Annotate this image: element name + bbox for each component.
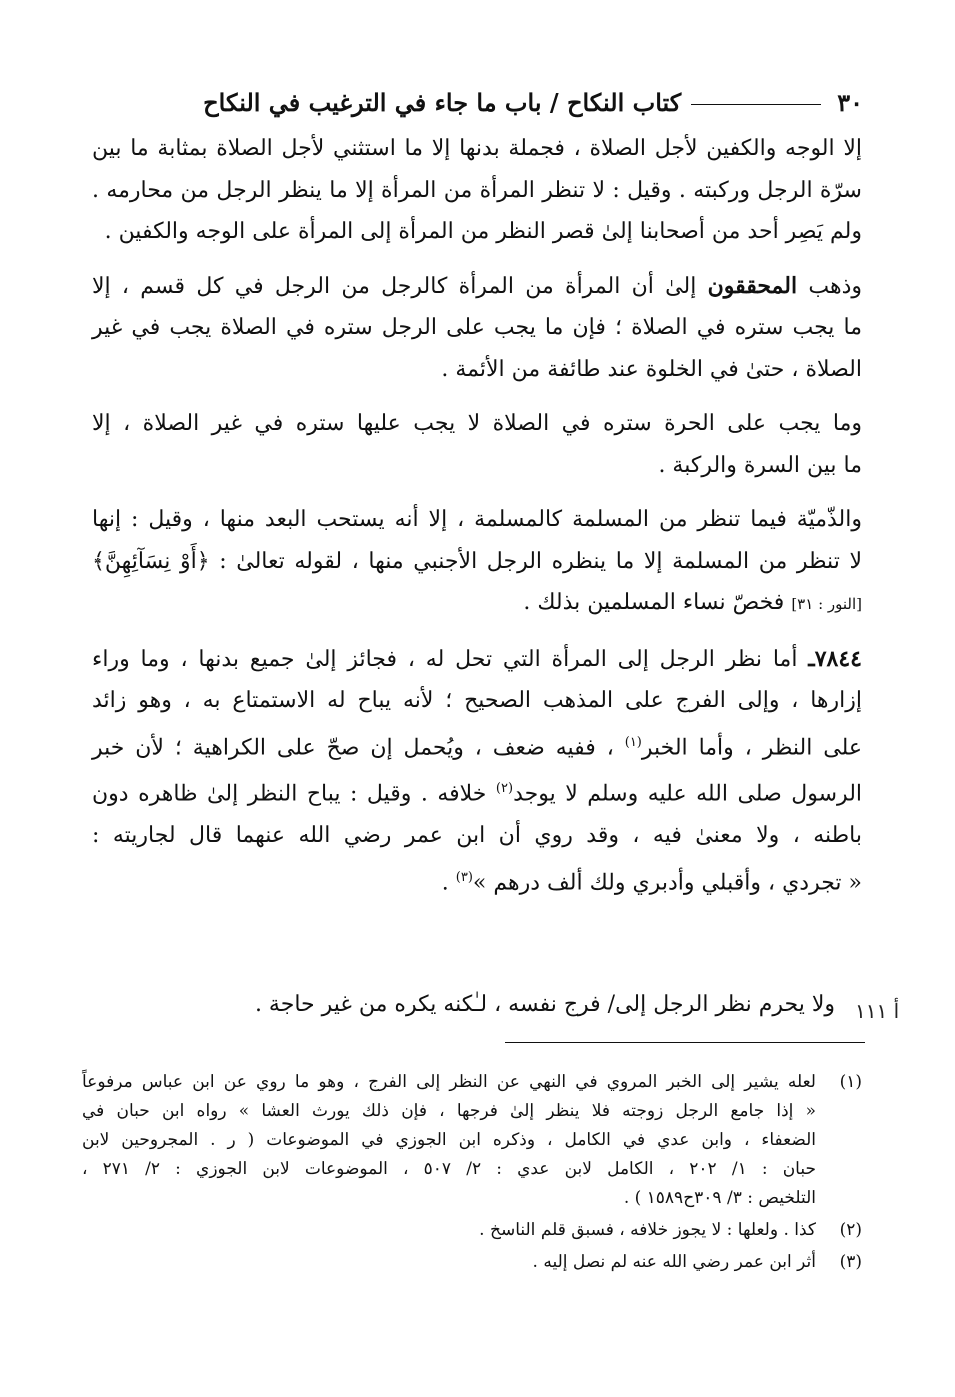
footnote-3 [82,1248,862,1277]
issue-number: ٧٨٤٤ـ [808,645,862,672]
text-line [92,768,862,815]
text-line: وما يجب على الحرة ستره في الصلاة لا يجب عليها ستره في غير الصلاة ، إلا [92,411,862,436]
footnote-number: (١) [839,1072,862,1092]
paragraph-2 [92,266,862,391]
footnote-separator [505,1042,865,1043]
text-line: ما يجب ستره في الصلاة ؛ فإن ما يجب على الرجل ستره في الصلاة يجب في غير [92,315,862,340]
paragraph-4 [92,499,862,626]
text-line: الصلاة ، حتىٰ في الخلوة عند طائفة من الأئمة . [441,356,862,382]
text-line: والذّميّة فيما تنظر من المسلمة كالمسلمة ، إلا أنه يستحب البعد منها ، وقيل : إنها [92,507,862,532]
text-line: إزارها ، وإلى الفرج على المذهب الصحيح ؛ لأنه يباح له الاستمتاع به ، وهو زائد [92,688,862,713]
text-line: ولا يحرم نظر الرجل إلى/ فرج نفسه ، لـٰكنه يكره من غير حاجة . [254,992,835,1017]
running-header [92,84,863,120]
footnote-number: (٢) [839,1220,862,1240]
footnote-marker[interactable]: (٣) [455,869,473,885]
text-span: إلىٰ أن المرأة من المرأة كالرجل من الرجل في كل قسم ، إلا [92,273,697,299]
text-span: الرسول صلى الله عليه وسلم لا يوجد [513,781,863,807]
footnote-line: التلخيص : ٣/ ٣٠٩ح١٥٨٩ ) . [623,1188,816,1208]
footnote-line: حبان : ١/ ٢٠٢ ، الكامل لابن عدي : ٢/ ٥٠٧ ، الموضوعات لابن الجوزي : ٢/ ٢٧١ ، [82,1159,816,1179]
footnote-marker[interactable]: (١) [624,734,642,750]
manuscript-folio-ref: أ ١١١ [855,999,900,1023]
text-line [92,582,862,626]
text-line: سرّة الرجل وركبته . وقيل : لا تنظر المرأة من المرأة إلا ما ينظر الرجل من محارمه . [92,177,862,203]
text-span: أما نظر الرجل إلى المرأة التي تحل له ، فجائز إلىٰ جميع بدنها ، وما وراء [92,646,798,672]
header-dash [691,104,821,105]
running-title: كتاب النكاح / باب ما جاء في الترغيب في النكاح [203,87,682,117]
footnote-2 [82,1216,862,1245]
text-line [92,266,862,308]
text-line [92,857,862,904]
footnote-line: « إذا جامع الرجل زوجته فلا ينظر إلىٰ فرجها ، فإن ذلك يورث العشا » رواه ابن حبان في [82,1101,816,1121]
text-span: على النظر ، وأما الخبر [641,734,862,760]
bold-term: المحققون [707,272,798,299]
page-number: ٣٠ [837,87,863,117]
footnote-line: أثر ابن عمر رضي الله عنه لم نصل إليه . [532,1252,816,1272]
paragraph-1 [92,128,862,253]
text-line: ولم يَصِر أحد من أصحابنا إلىٰ قصر النظر من المرأة إلى المرأة على الوجه والكفين . [104,219,862,244]
text-line: إلا الوجه والكفين لأجل الصلاة ، فجملة بدنها إلا ما استثني لأجل الصلاة بمثابة ما بين [92,136,862,161]
text-span: « تجردي ، وأقبلي وأدبري ولك ألف درهم » [472,869,862,895]
text-line: لا تنظر من المسلمة إلا ما ينظره الرجل الأجنبي منها ، لقوله تعالىٰ : ﴿أَوْ نِسَآئِهِنَّ﴾ [92,548,862,574]
text-line: باطنه ، ولا معنىٰ فيه ، وقد روي أن ابن عمر رضي الله عنهما قال لجاريته : [92,823,862,849]
text-span: فخصّ نساء المسلمين بذلك . [523,590,785,615]
text-span: وذهب [808,273,862,299]
footnote-number: (٣) [839,1252,862,1272]
main-text [92,128,862,916]
footnote-1 [82,1068,862,1213]
text-span: . [441,869,449,895]
paragraph-5 [92,639,862,904]
footnote-line: لعله يشير إلى الخبر المروي في النهي عن النظر إلى الفرج ، وهو ما روي عن ابن عباس مرفوعاً [82,1072,816,1092]
footnote-marker[interactable]: (٢) [495,781,514,797]
quran-reference: [النور : ٣١] [791,595,862,613]
text-span: خلافه . وقيل : يباح النظر إلىٰ ظاهره دون [92,781,487,807]
text-line [92,722,862,769]
footnote-line: الضعفاء ، وابن عدي في الكامل ، وذكره ابن الجوزي في الموضوعات ( ر . المجروحين لابن [82,1130,816,1150]
text-span: ، ففيه ضعف ، ويُحمل إن صحّ على الكراهية ؛ لأن خبر [92,734,614,760]
footnote-line: كذا . ولعلها : لا يجوز خلافه ، فسبق قلم الناسخ . [479,1220,816,1240]
footnotes [82,1068,862,1280]
paragraph-3 [92,403,862,486]
text-line: ما بين السرة والركبة . [658,452,862,478]
text-line [92,639,862,681]
